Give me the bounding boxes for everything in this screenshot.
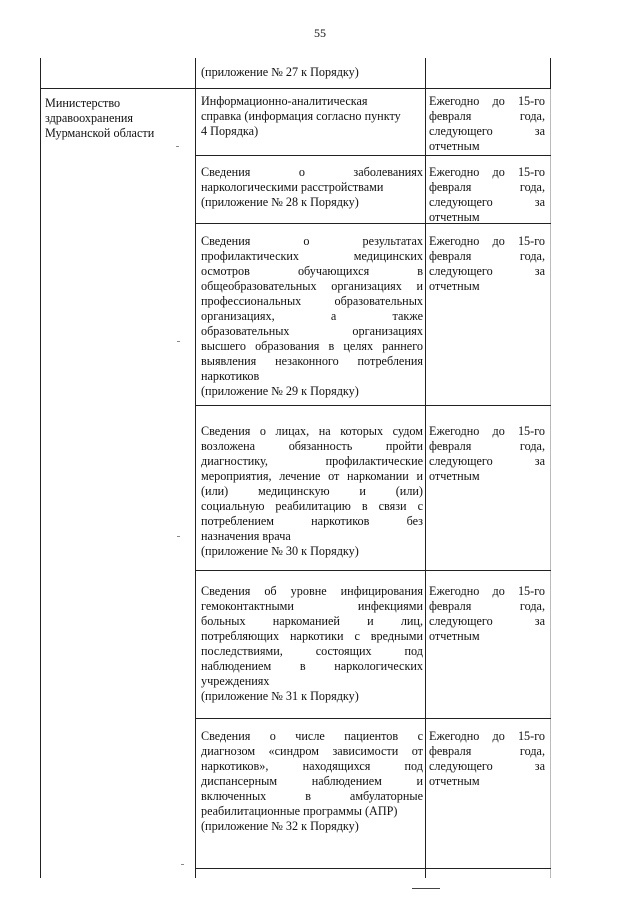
table-row-report-5: Сведения об уровне инфицирования гемоконтактными инфекциями больных наркоманией и лиц, потребляющих наркотики с вредными последствиями, состоящих под наблюдением в наркологических учреждениях (приложение № 31 к Порядку)	[201, 584, 423, 703]
page-number: 55	[314, 26, 326, 40]
table-row-report-2: Сведения о заболеваниях наркологическими расстройствами (приложение № 28 к Порядку)	[201, 165, 423, 209]
due-date-cell: Ежегодно до 15-го февраля года, следующего за отчетным	[429, 584, 545, 643]
table-row-report-3: Сведения о результатах профилактических медицинских осмотров обучающихся в общеобразовательных организациях и профессиональных образовательных организациях, а также образовательных организациях высшего образования в целях раннего выявления незаконного потребления наркотиков (приложение № 29 к Порядку)	[201, 234, 423, 398]
table-row-report-1: Информационно-аналитическая справка (информация согласно пункту 4 Порядка)	[201, 94, 401, 138]
due-date-cell: Ежегодно до 15-го февраля года, следующего за отчетным	[429, 424, 545, 483]
table-row-report-6: Сведения о числе пациентов с диагнозом «синдром зависимости от наркотиков», находящихся под диспансерным наблюдением и включенных в амбулаторные реабилитационные программы (АПР) (приложение № 32 к Порядку)	[201, 729, 423, 833]
footer-rule	[412, 888, 440, 889]
due-date-cell: Ежегодно до 15-го февраля года, следующего за отчетным	[429, 165, 545, 224]
due-date-cell: Ежегодно до 15-го февраля года, следующего за отчетным	[429, 729, 545, 788]
due-date-cell: Ежегодно до 15-го февраля года, следующего за отчетным	[429, 94, 545, 153]
top-fragment-text: (приложение № 27 к Порядку)	[201, 65, 359, 79]
organization-name: Министерство здравоохранения Мурманской области	[45, 96, 155, 140]
table-row-report-4: Сведения о лицах, на которых судом возложена обязанность пройти диагностику, профилактические мероприятия, лечение от наркомании и (или) медицинскую и (или) социальную реабилитацию в связи с потреблением наркотиков без назначения врача (приложение № 30 к Порядку)	[201, 424, 423, 558]
due-date-cell: Ежегодно до 15-го февраля года, следующего за отчетным	[429, 234, 545, 293]
